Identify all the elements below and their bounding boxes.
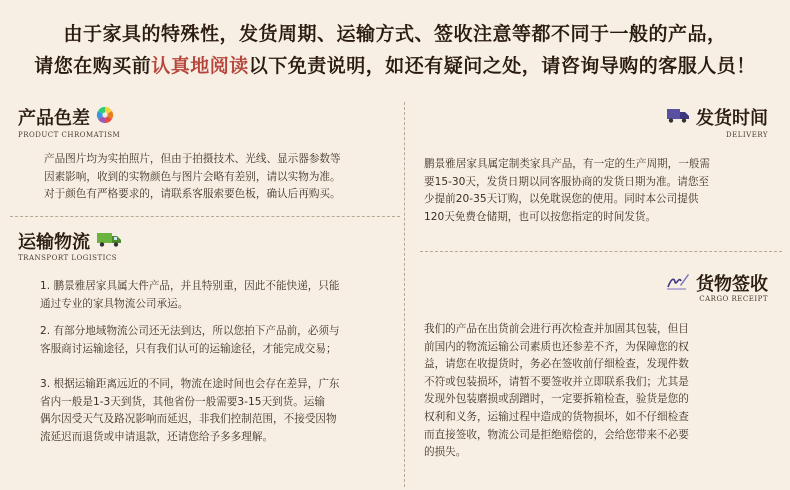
header-highlight: 认真地阅读 bbox=[151, 55, 249, 77]
header-line-2 bbox=[0, 50, 790, 82]
header bbox=[0, 18, 790, 82]
receipt-title-row bbox=[666, 270, 768, 296]
logistics-line: 1. 鹏景雅居家具属大件产品，并且特别重，因此不能快递，只能 bbox=[40, 280, 340, 292]
header-line-1: 由于家具的特殊性，发货周期、运输方式、签收注意等都不同于一般的产品， bbox=[63, 23, 727, 45]
receipt-body bbox=[424, 321, 689, 462]
signature-pen-icon bbox=[666, 271, 690, 296]
receipt-line: 前国内的物流运输公司素质也还参差不齐，为保障您的权 bbox=[424, 340, 689, 353]
receipt-title: 货物签收 bbox=[696, 274, 768, 295]
receipt-subtitle: CARGO RECEIPT bbox=[699, 295, 768, 303]
delivery-title: 发货时间 bbox=[696, 108, 768, 129]
logistics-title: 运输物流 bbox=[18, 232, 90, 253]
logistics-line: 2. 有部分地域物流公司还无法到达，所以您拍下产品前，必须与 bbox=[40, 325, 340, 337]
delivery-body bbox=[424, 156, 710, 226]
delivery-truck-icon bbox=[666, 106, 690, 129]
header-line-2-post: 以下免责说明，如还有疑问之处，请咨询导购的客服人员！ bbox=[248, 55, 756, 77]
receipt-line: 权利和义务，运输过程中造成的货物损坏，如不仔细检查 bbox=[424, 410, 689, 423]
receipt-line: 不符或包装损坏，请暂不要签收并立即联系我们；尤其是 bbox=[424, 375, 689, 388]
delivery-line: 要15-30天，发货日期以同客服协商的发货日期为准。请您至 bbox=[424, 175, 710, 188]
delivery-line: 鹏景雅居家具属定制类家具产品，有一定的生产周期，一般需 bbox=[424, 158, 711, 170]
chromatism-line: 产品图片均为实拍照片，但由于拍摄技术、光线、显示器参数等 bbox=[44, 153, 341, 165]
chromatism-subtitle: PRODUCT CHROMATISM bbox=[18, 131, 121, 139]
logistics-line: 偶尔因受天气及路况影响而延迟，非我们控制范围，不接受因物 bbox=[40, 413, 337, 425]
color-wheel-icon bbox=[96, 106, 114, 129]
receipt-line: 而直接签收，物流公司是拒绝赔偿的，会给您带来不必要 bbox=[424, 428, 689, 441]
left-section-divider bbox=[10, 216, 400, 217]
receipt-line: 发现外包装磨损或刮蹭时，一定要拆箱检查，验货是您的 bbox=[424, 393, 689, 406]
logistics-line: 通过专业的家具物流公司承运。 bbox=[40, 297, 189, 310]
vertical-divider bbox=[404, 102, 405, 487]
delivery-title-row bbox=[666, 104, 768, 130]
receipt-line: 益，请您在收提货时，务必在签收前仔细检查，发现件数 bbox=[424, 358, 689, 371]
receipt-line: 的损失。 bbox=[424, 446, 467, 459]
truck-icon bbox=[96, 230, 122, 253]
receipt-line: 我们的产品在出货前会进行再次检查并加固其包装，但目 bbox=[424, 323, 689, 335]
chromatism-line: 对于颜色有严格要求的，请联系客服索要色板，确认后再购买。 bbox=[44, 188, 341, 200]
header-line-2-pre: 请您在购买前 bbox=[34, 55, 152, 77]
logistics-body bbox=[40, 278, 340, 446]
right-section-divider bbox=[420, 251, 782, 252]
logistics-subtitle: TRANSPORT LOGISTICS bbox=[18, 254, 118, 262]
logistics-title-row bbox=[18, 228, 122, 254]
delivery-subtitle: DELIVERY bbox=[726, 131, 768, 139]
logistics-line: 流延迟而退货或申请退款，还请您给予多多理解。 bbox=[40, 430, 274, 443]
delivery-line: 120天免费仓储期，也可以按您指定的时间发货。 bbox=[424, 210, 657, 223]
logistics-line: 省内一般是1-3天到货，其他省份一般需要3-15天到货。运输 bbox=[40, 395, 325, 408]
delivery-line: 少提前20-35天订购，以免耽误您的使用。同时本公司提供 bbox=[424, 193, 699, 205]
chromatism-title-row bbox=[18, 104, 114, 130]
chromatism-body bbox=[44, 151, 341, 204]
logistics-line: 客服商讨运输途径，只有我们认可的运输途径，才能完成交易； bbox=[40, 342, 337, 355]
chromatism-title: 产品色差 bbox=[18, 108, 90, 129]
chromatism-line: 因素影响，收到的实物颜色与图片会略有差别，请以实物为准。 bbox=[44, 170, 341, 183]
logistics-line: 3. 根据运输距离远近的不同，物流在途时间也会存在差异，广东 bbox=[40, 378, 340, 390]
